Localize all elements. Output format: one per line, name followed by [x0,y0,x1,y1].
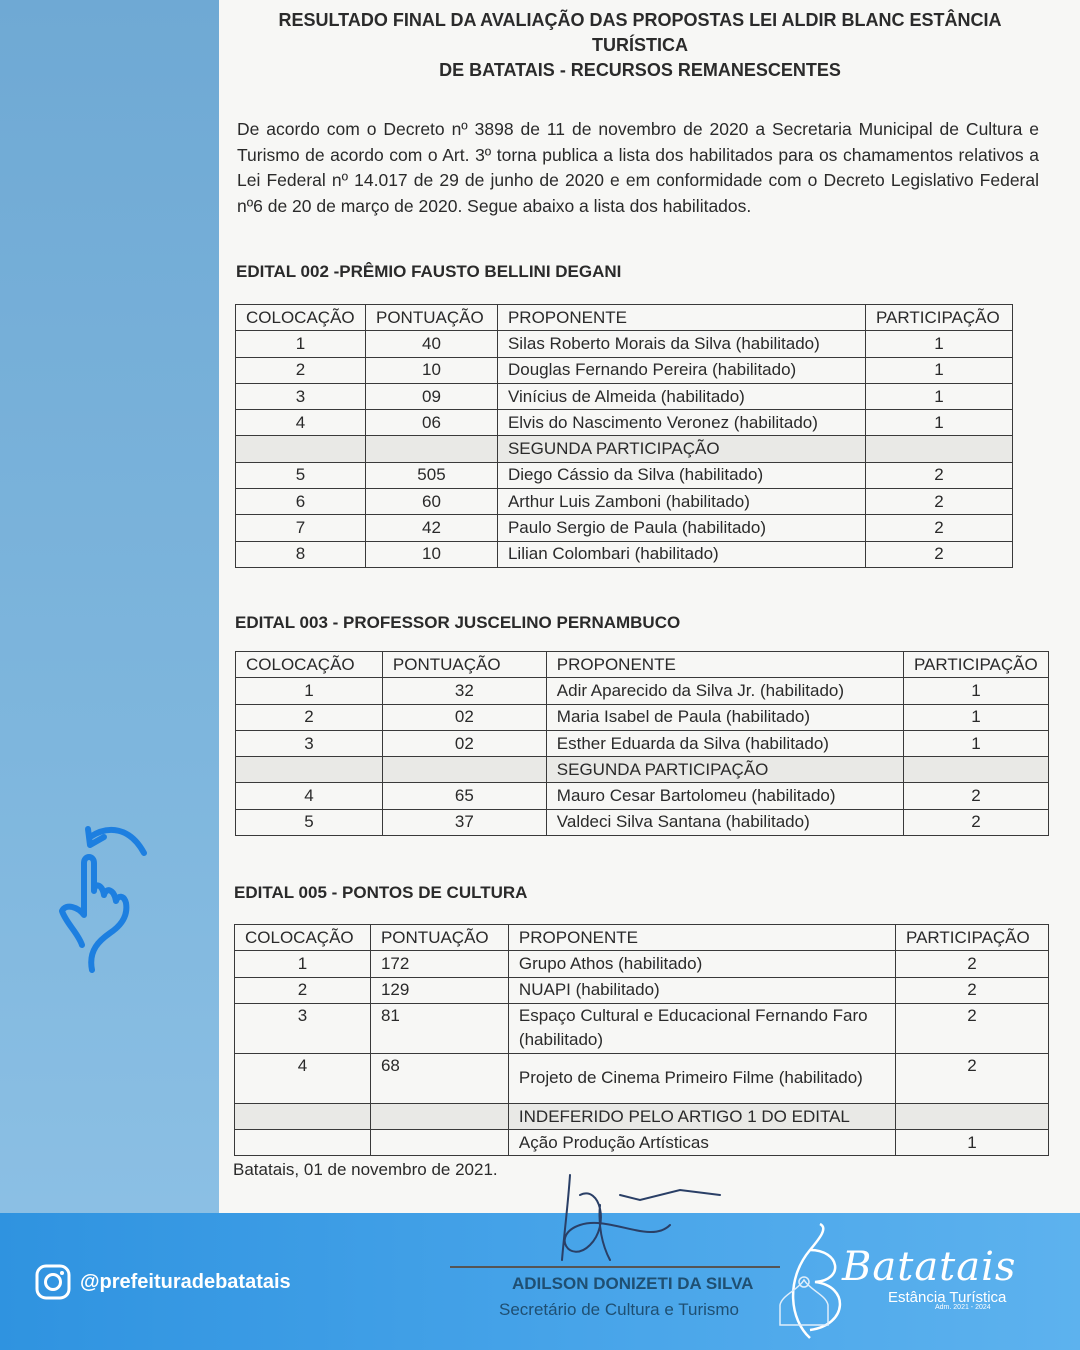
divider-label: INDEFERIDO PELO ARTIGO 1 DO EDITAL [508,1103,895,1129]
swipe-hand-icon [48,815,153,975]
cell-participacao: 1 [865,331,1012,357]
cell-participacao: 1 [865,383,1012,409]
table-row [236,809,1049,835]
header-proponente: PROPONENTE [508,925,895,951]
cell-participacao: 2 [896,977,1049,1003]
edital-002-table [235,304,1013,568]
cell-colocacao: 2 [236,357,366,383]
cell-colocacao: 4 [236,410,366,436]
cell-participacao: 2 [896,951,1049,977]
cell-participacao: 1 [903,704,1048,730]
table-header-row [236,305,1013,331]
cell-participacao: 1 [896,1130,1049,1156]
cell-participacao: 2 [865,541,1012,567]
social-handle-block[interactable] [34,1263,291,1301]
table-row [236,541,1013,567]
cell-proponente: Esther Eduarda da Silva (habilitado) [546,730,903,756]
table-row [236,489,1013,515]
cell-proponente: Espaço Cultural e Educacional Fernando Faro (habilitado) [508,1003,895,1053]
table-row [236,515,1013,541]
left-color-band [0,0,219,1350]
cell-colocacao: 3 [236,730,383,756]
document-title [230,8,1050,83]
header-participacao: PARTICIPAÇÃO [903,652,1048,678]
header-colocacao: COLOCAÇÃO [236,305,366,331]
cell-colocacao: 7 [236,515,366,541]
table-row [235,1130,1049,1156]
table-row [236,331,1013,357]
divider-label: SEGUNDA PARTICIPAÇÃO [497,436,865,462]
cell-colocacao: 1 [236,331,366,357]
cell-pontuacao: 172 [370,951,508,977]
cell-colocacao: 1 [236,678,383,704]
header-colocacao: COLOCAÇÃO [235,925,371,951]
divider-row [236,436,1013,462]
cell-colocacao [235,1130,371,1156]
edital-005-title: EDITAL 005 - PONTOS DE CULTURA [234,883,528,902]
cell-colocacao: 1 [235,951,371,977]
cell-participacao: 2 [896,1003,1049,1053]
brand-name: Batatais [842,1244,1017,1290]
table-row [236,730,1049,756]
cell-participacao: 1 [903,678,1048,704]
cell-colocacao: 5 [236,462,366,488]
cell-proponente: Ação Produção Artísticas [508,1130,895,1156]
cell-pontuacao: 10 [365,541,497,567]
cell-participacao: 2 [903,783,1048,809]
cell-participacao: 2 [903,809,1048,835]
table-row [235,977,1049,1003]
cell-colocacao: 6 [236,489,366,515]
divider-label: SEGUNDA PARTICIPAÇÃO [546,757,903,783]
divider-row [235,1103,1049,1129]
header-colocacao: COLOCAÇÃO [236,652,383,678]
cell-colocacao: 2 [236,704,383,730]
title-line-2: DE BATATAIS - RECURSOS REMANESCENTES [439,60,841,80]
cell-proponente: Adir Aparecido da Silva Jr. (habilitado) [546,678,903,704]
header-participacao: PARTICIPAÇÃO [896,925,1049,951]
title-line-1: RESULTADO FINAL DA AVALIAÇÃO DAS PROPOSTAS LEI ALDIR BLANC ESTÂNCIA TURÍSTICA [278,10,1002,55]
cell-participacao: 1 [903,730,1048,756]
edital-003-table [235,651,1049,836]
cell-proponente: Lilian Colombari (habilitado) [497,541,865,567]
cell-pontuacao: 10 [365,357,497,383]
cell-colocacao: 3 [236,383,366,409]
table-row [236,678,1049,704]
cell-colocacao: 4 [235,1053,371,1103]
cell-proponente: Silas Roberto Morais da Silva (habilitado) [497,331,865,357]
signature-scribble [540,1165,740,1275]
edital-003-title: EDITAL 003 - PROFESSOR JUSCELINO PERNAMBUCO [235,613,681,632]
cell-pontuacao: 81 [370,1003,508,1053]
cell-proponente: Diego Cássio da Silva (habilitado) [497,462,865,488]
cell-proponente: Vinícius de Almeida (habilitado) [497,383,865,409]
cell-pontuacao: 02 [382,704,546,730]
cell-participacao: 2 [896,1053,1049,1103]
cell-proponente: Elvis do Nascimento Veronez (habilitado) [497,410,865,436]
cell-participacao: 2 [865,462,1012,488]
header-participacao: PARTICIPAÇÃO [865,305,1012,331]
table-row [236,357,1013,383]
cell-proponente: Arthur Luis Zamboni (habilitado) [497,489,865,515]
header-pontuacao: PONTUAÇÃO [382,652,546,678]
cell-proponente: Valdeci Silva Santana (habilitado) [546,809,903,835]
cell-pontuacao: 09 [365,383,497,409]
cell-pontuacao: 02 [382,730,546,756]
cell-pontuacao: 129 [370,977,508,1003]
header-proponente: PROPONENTE [546,652,903,678]
brand-administration: Adm. 2021 - 2024 [935,1304,991,1311]
header-proponente: PROPONENTE [497,305,865,331]
instagram-handle[interactable]: @prefeituradebatatais [80,1270,291,1293]
table-row [236,783,1049,809]
header-pontuacao: PONTUAÇÃO [370,925,508,951]
cell-colocacao: 3 [235,1003,371,1053]
header-pontuacao: PONTUAÇÃO [365,305,497,331]
cell-proponente: Paulo Sergio de Paula (habilitado) [497,515,865,541]
table-row [236,704,1049,730]
cell-participacao: 1 [865,410,1012,436]
cell-pontuacao: 60 [365,489,497,515]
brand-subtitle: Estância Turística [888,1289,1007,1306]
cell-participacao: 2 [865,489,1012,515]
instagram-icon [34,1263,72,1301]
cell-proponente: Mauro Cesar Bartolomeu (habilitado) [546,783,903,809]
edital-005-table [234,924,1049,1156]
table-row [236,410,1013,436]
cell-pontuacao: 32 [382,678,546,704]
table-row [235,1003,1049,1053]
cell-pontuacao: 40 [365,331,497,357]
place-date: Batatais, 01 de novembro de 2021. [233,1160,498,1179]
cell-colocacao: 2 [235,977,371,1003]
cell-proponente: Projeto de Cinema Primeiro Filme (habilitado) [508,1053,895,1103]
signer-role: Secretário de Cultura e Turismo [499,1300,739,1319]
cell-pontuacao: 42 [365,515,497,541]
cell-colocacao: 8 [236,541,366,567]
cell-proponente: Maria Isabel de Paula (habilitado) [546,704,903,730]
edital-002-title: EDITAL 002 -PRÊMIO FAUSTO BELLINI DEGANI [236,262,622,281]
cell-proponente: NUAPI (habilitado) [508,977,895,1003]
signer-name: ADILSON DONIZETI DA SILVA [512,1274,754,1293]
cell-pontuacao: 68 [370,1053,508,1103]
table-row [236,462,1013,488]
cell-pontuacao: 65 [382,783,546,809]
cell-proponente: Douglas Fernando Pereira (habilitado) [497,357,865,383]
cell-participacao: 2 [865,515,1012,541]
table-header-row [235,925,1049,951]
table-row [236,383,1013,409]
cell-proponente: Grupo Athos (habilitado) [508,951,895,977]
cell-pontuacao: 505 [365,462,497,488]
table-header-row [236,652,1049,678]
cell-pontuacao: 37 [382,809,546,835]
cell-pontuacao [370,1130,508,1156]
cell-participacao: 1 [865,357,1012,383]
table-row [235,951,1049,977]
cell-colocacao: 5 [236,809,383,835]
signature-line [450,1266,780,1268]
cell-colocacao: 4 [236,783,383,809]
intro-paragraph: De acordo com o Decreto nº 3898 de 11 de novembro de 2020 a Secretaria Municipal de Cultura e Turismo de acordo com o Art. 3º torna publica a lista dos habilitados para os chamamentos relativos a Lei Federal nº 14.017 de 29 de junho de 2020 e em conformidade com o Decreto Legislativo Federal nº6 de 20 de março de 2020. Segue abaixo a lista dos habilitados. [237,119,1039,216]
cell-pontuacao: 06 [365,410,497,436]
table-row [235,1053,1049,1103]
divider-row [236,757,1049,783]
